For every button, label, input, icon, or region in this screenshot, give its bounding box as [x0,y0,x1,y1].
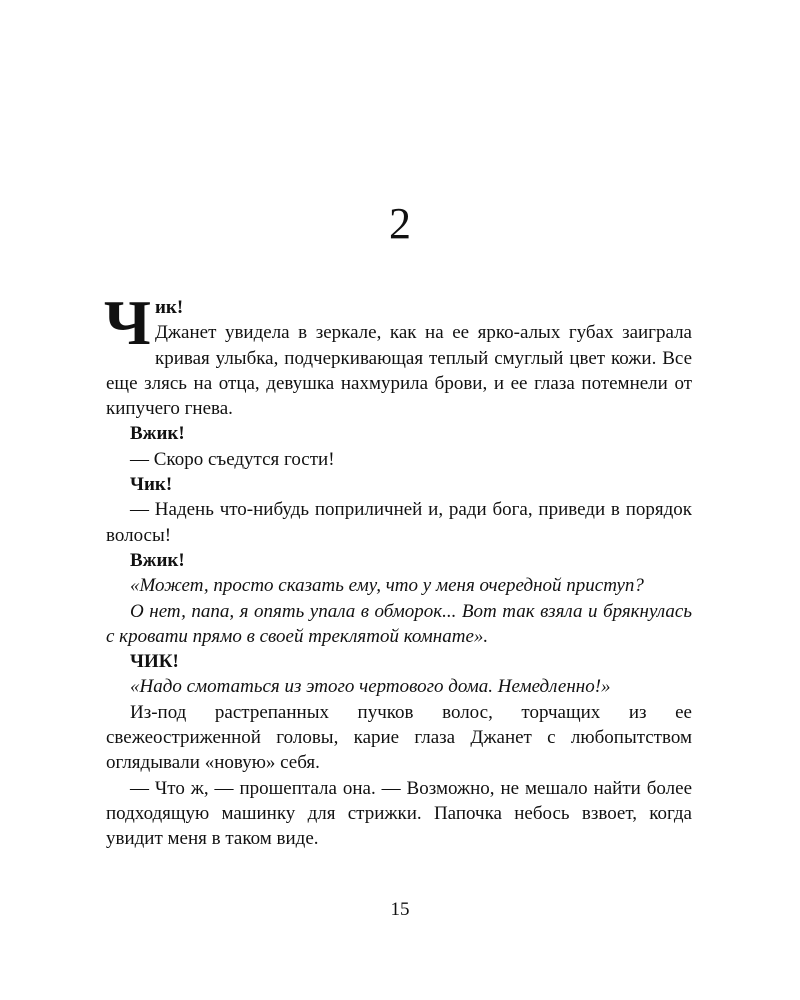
sound-chik-caps: ЧИК! [130,651,179,673]
thought-faint: О нет, папа, я опять упала в обморок... Вот так взяла и брякнулась с кровати прямо в своей треклятой комнате». [106,600,692,647]
sound-vzhik-2: Вжик! [130,549,185,571]
dialogue-dress: — Надень что-нибудь поприличней и, ради бога, приведи в порядок волосы! [106,499,692,546]
body-text [104,287,692,852]
opening-exclamation: ик! [154,297,184,318]
thought-attack: «Может, просто сказать ему, что у меня очередной приступ? [130,575,644,597]
dialogue-guests: — Скоро съедутся гости! [130,448,335,470]
sound-vzhik-1: Вжик! [130,423,185,445]
paragraph-eyes: Из-под растрепанных пучков волос, торчащих из ее свежеостриженной головы, карие глаза Джанет с любопытством оглядывали «новую» себя. [106,701,692,774]
thought-escape: «Надо смотаться из этого чертового дома. Немедленно!» [130,676,611,698]
dialogue-whisper: — Что ж, — прошептала она. — Возможно, не мешало найти более подходящую машинку для стрижки. Папочка небось взвоет, когда увидит меня в таком виде. [106,777,692,850]
drop-cap: Ч [104,287,151,358]
page-number: 15 [390,899,410,920]
paragraph-opening [104,287,692,421]
opening-text: Джанет увидела в зеркале, как на ее ярко-алых губах заиграла кривая улыбка, подчеркивающая теплый смуглый цвет кожи. Все еще злясь на отца, девушка нахмурила брови, и ее глаза потемнели от кипучего гнева. [106,322,692,420]
chapter-number: 2 [389,199,411,248]
sound-chik: Чик! [130,474,173,496]
